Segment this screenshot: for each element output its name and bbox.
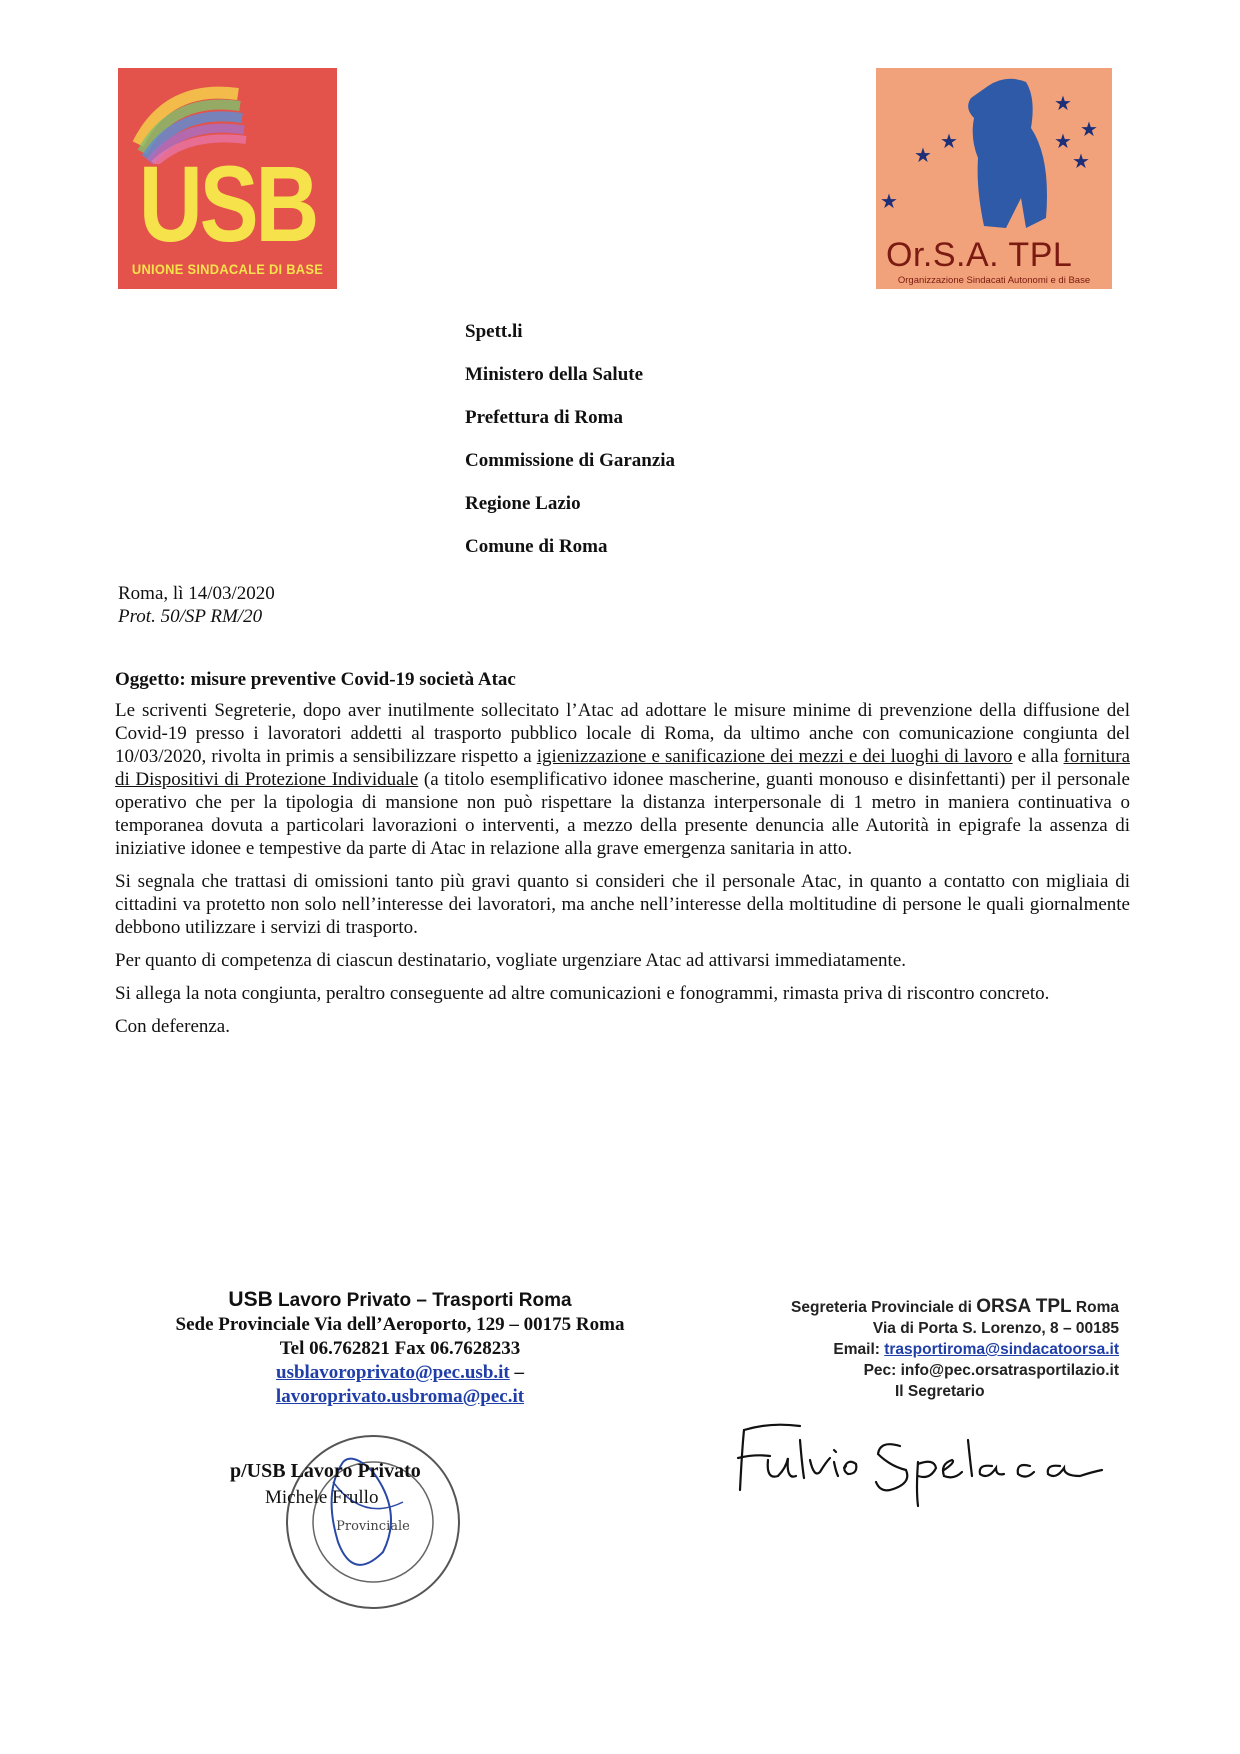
recipient-item: Prefettura di Roma xyxy=(465,407,623,428)
secretary-role: Il Segretario xyxy=(895,1383,985,1400)
usb-pec-link[interactable]: lavoroprivato.usbroma@pec.it xyxy=(275,1386,525,1407)
orsa-footer xyxy=(791,1296,1119,1381)
bear-stars-icon xyxy=(876,68,1112,238)
usb-stamp xyxy=(283,1432,463,1612)
usb-email-link[interactable]: usblavoroprivato@pec.usb.it xyxy=(276,1362,510,1383)
svg-text:★: ★ xyxy=(880,189,898,213)
underlined-text: igienizzazione e sanificazione dei mezzi e dei luoghi di lavoro xyxy=(536,746,1013,767)
orsa-wordmark: Or.S.A. TPL xyxy=(886,236,1073,274)
body-paragraph xyxy=(115,699,1130,860)
usb-footer-address: Sede Provinciale Via dell’Aeroporto, 129 – 00175 Roma xyxy=(175,1314,625,1335)
orsa-logo-subtitle: Organizzazione Sindacati Autonomi e di Base xyxy=(897,275,1091,286)
body-paragraph: Si allega la nota congiunta, peraltro conseguente ad altre comunicazioni e fonogrammi, rimasta priva di riscontro concreto. xyxy=(115,983,1050,1004)
orsa-pec: Pec: info@pec.orsatrasportilazio.it xyxy=(863,1362,1119,1379)
svg-text:Provinciale: Provinciale xyxy=(336,1519,410,1534)
usb-logo xyxy=(118,68,337,289)
svg-text:★: ★ xyxy=(1054,129,1072,153)
handwritten-signature xyxy=(730,1410,1110,1520)
orsa-org-c: Roma xyxy=(1071,1299,1119,1316)
svg-text:★: ★ xyxy=(1054,91,1072,115)
body-text: Le scriventi Segreterie, dopo aver inutilmente sollecitato l’Atac ad adottare le misure minime di prevenzione della diffusione del Covid-19 presso i lavoratori addetti al trasporto pubblico locale di Roma, da ultimo anche con comunicazione congiunta del 10/03/2020, rivolta in primis a sensibilizzare rispetto a xyxy=(115,700,1130,767)
salutation: Spett.li xyxy=(465,321,523,342)
svg-text:★: ★ xyxy=(914,143,932,167)
orsa-org-b: ORSA TPL xyxy=(976,1296,1072,1317)
orsa-logo xyxy=(876,68,1112,289)
usb-footer-org xyxy=(110,1288,690,1313)
usb-footer-org-rest: Lavoro Privato – Trasporti Roma xyxy=(272,1290,572,1311)
recipient-item: Commissione di Garanzia xyxy=(465,450,676,471)
letter-body xyxy=(115,699,1130,1048)
body-paragraph: Per quanto di competenza di ciascun destinatario, vogliate urgenziare Atac ad attivarsi immediatamente. xyxy=(115,950,907,971)
per-line: p/USB Lavoro Privato xyxy=(230,1460,421,1482)
usb-wordmark: USB xyxy=(138,143,317,264)
usb-signer: Michele Frullo xyxy=(265,1487,379,1508)
recipient-item: Ministero della Salute xyxy=(465,364,644,385)
usb-footer xyxy=(110,1288,690,1409)
email-label: Email: xyxy=(833,1341,885,1358)
usb-footer-phone: Tel 06.762821 Fax 06.7628233 xyxy=(279,1338,521,1359)
protocol-number: Prot. 50/SP RM/20 xyxy=(118,606,263,627)
recipient-item: Regione Lazio xyxy=(465,493,581,514)
orsa-footer-address: Via di Porta S. Lorenzo, 8 – 00185 xyxy=(872,1320,1119,1337)
closing: Con deferenza. xyxy=(115,1016,230,1037)
svg-text:★: ★ xyxy=(1072,149,1090,173)
orsa-footer-org xyxy=(791,1296,1119,1318)
orsa-email-link[interactable]: trasportiroma@sindacatoorsa.it xyxy=(884,1341,1119,1358)
underlined-text: fornitura di Dispositivi di Protezione Individuale xyxy=(115,746,1131,790)
usb-footer-org-bold: USB xyxy=(228,1288,273,1311)
svg-text:★: ★ xyxy=(940,129,958,153)
orsa-org-a: Segreteria Provinciale di xyxy=(791,1299,977,1316)
body-text: e alla xyxy=(1012,746,1064,767)
recipient-item: Comune di Roma xyxy=(465,536,608,557)
recipients-list xyxy=(465,320,675,578)
letter-subject: Oggetto: misure preventive Covid-19 società Atac xyxy=(115,669,516,690)
dash: – xyxy=(509,1362,524,1383)
letter-date: Roma, lì 14/03/2020 xyxy=(118,583,275,604)
body-text: (a titolo esemplificativo idonee mascherine, guanti monouso e disinfettanti) per il personale operativo che per la tipologia di mansione non può rispettare la distanza interpersonale di 1 metro in maniera continuativa o temporanea dovuta a particolari lavorazioni o interventi, a mezzo della presente denuncia alle Autorità in epigrafe la assenza di iniziative idonee e tempestive da parte di Atac in relazione alla grave emergenza sanitaria in atto. xyxy=(115,769,1130,859)
body-paragraph: Si segnala che trattasi di omissioni tanto più gravi quanto si consideri che il personale Atac, in quanto a contatto con migliaia di cittadini va protetto non solo nell’interesse dei lavoratori, ma anche nell’interesse della moltitudine di persone le quali giornalmente debbono utilizzare i servizi di trasporto. xyxy=(115,871,1130,938)
usb-logo-subtitle: UNIONE SINDACALE DI BASE xyxy=(131,261,324,277)
svg-text:★: ★ xyxy=(1080,117,1098,141)
